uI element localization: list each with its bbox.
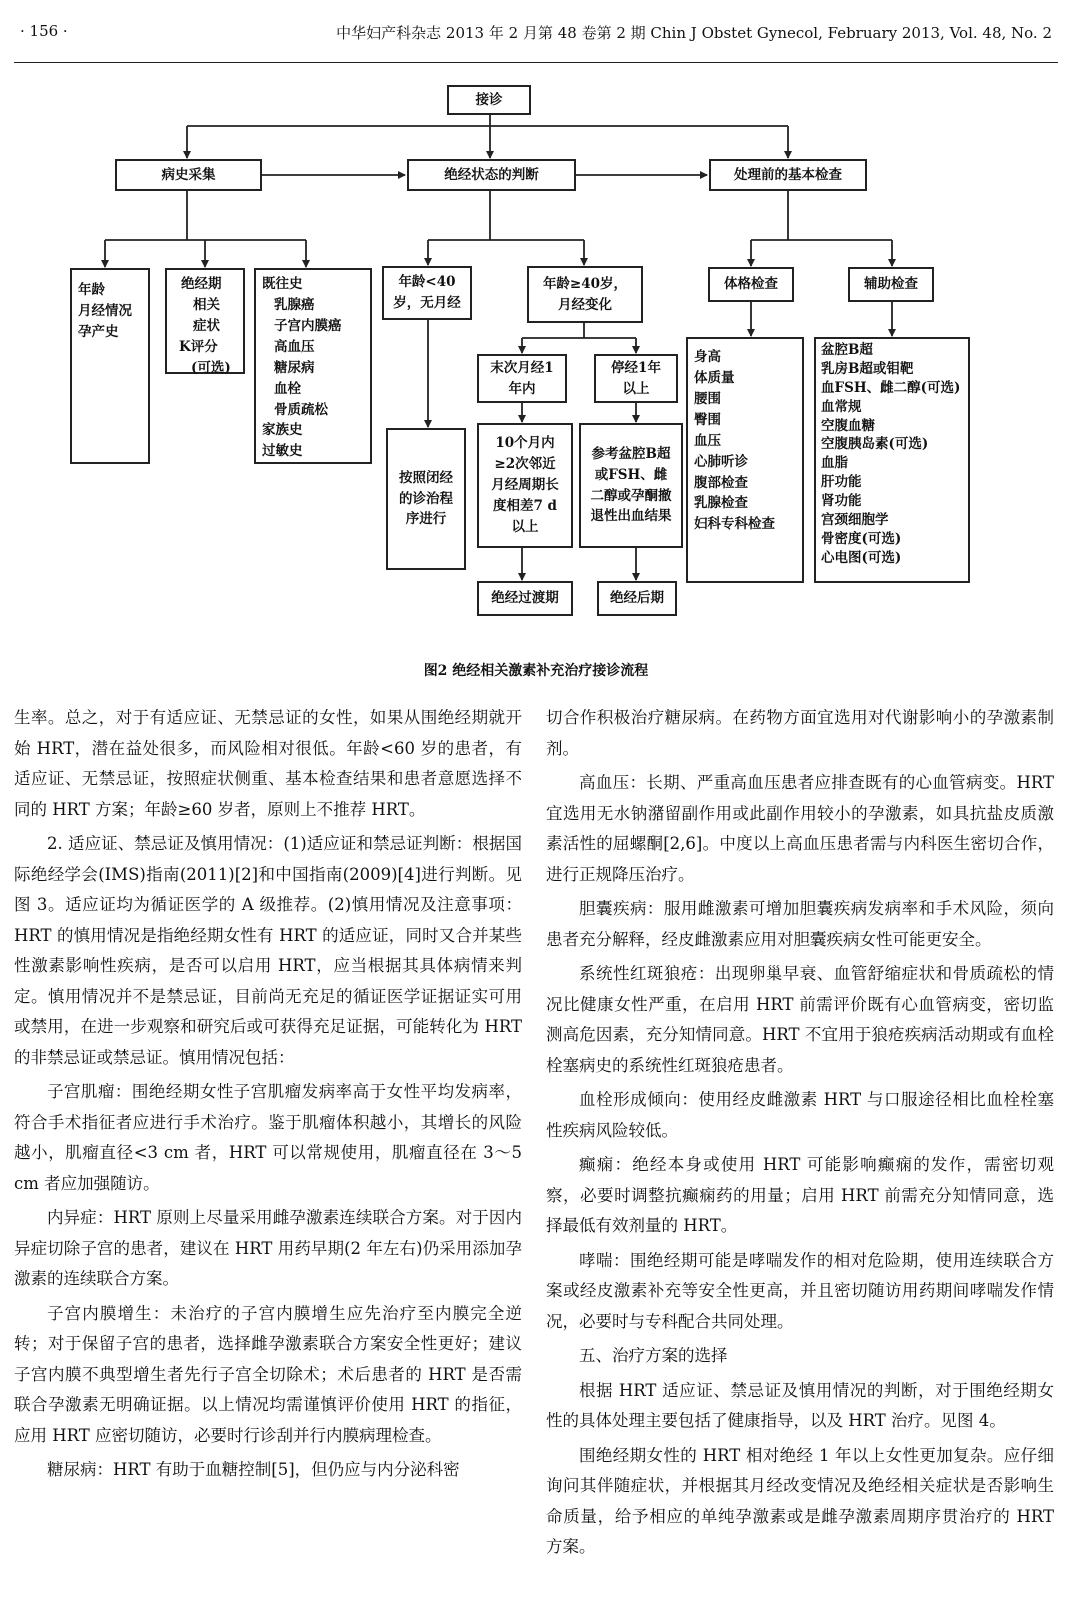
aux-exam-box (814, 337, 970, 583)
aux-exam-item: 血FSH、雌二醇(可选) (821, 379, 961, 396)
paragraph: 子宫肌瘤：围绝经期女性子宫肌瘤发病率高于女性平均发病率，符合手术指征者应进行手术治疗。鉴于肌瘤体积越小，其增长的风险越小，肌瘤直径<3 cm 者，HRT 可以常规使用，肌瘤直径在 3～5 cm 者应加强随访。 (14, 1082, 522, 1193)
last-period-label: 末次月经1年内 (490, 359, 554, 397)
page-number: · 156 · (20, 22, 68, 40)
section-heading: 五、治疗方案的选择 (579, 1346, 728, 1365)
physical-exam-item: 身高 (694, 349, 721, 365)
physical-exam-item: 体质量 (694, 369, 735, 386)
stopped-box (594, 354, 678, 403)
aux-exam-item: 血脂 (821, 455, 848, 472)
paragraph: 生率。总之，对于有适应证、无禁忌证的女性，如果从围绝经期就开始 HRT，潜在益处很多，而风险相对很低。年龄<60 岁的患者，有适应证、无禁忌证，按照症状侧重、基本检查结果和患者意愿选择不同的 HRT 方案；年龄≥60 岁者，原则上不推荐 HRT。 (14, 708, 522, 819)
stopped-reference-label: 参考盆腔B超或FSH、雌二醇或孕酮撤退性出血结果 (590, 445, 672, 525)
aux-exam-item: 宫颈细胞学 (821, 512, 889, 529)
aux-exam-item: 乳房B超或钼靶 (821, 360, 914, 377)
history-item: 症状 (193, 317, 220, 334)
left-column (14, 703, 522, 1490)
history-item: 过敏史 (262, 443, 303, 460)
stopped-reference-box (579, 423, 683, 548)
history-item: 绝经期 (181, 276, 222, 292)
history-item: 糖尿病 (274, 359, 315, 376)
paragraph: 系统性红斑狼疮：出现卵巢早衰、血管舒缩症状和骨质疏松的情况比健康女性严重，在启用 HRT 前需评价既有心血管病变，密切监测高危因素，充分知情同意。HRT 不宜用于狼疮疾病活动期或有血栓栓塞病史的系统性红斑狼疮患者。 (546, 964, 1054, 1075)
status-under40-box (382, 266, 472, 320)
history-item: 子宫内膜癌 (274, 317, 342, 334)
aux-exam-item: 盆腔B超 (821, 342, 873, 358)
history-item: 家族史 (262, 422, 303, 439)
history-item: 骨质疏松 (274, 401, 328, 418)
flow-exam-box (709, 159, 867, 191)
status-over40-label: 年龄≥40岁，月经变化 (542, 275, 628, 313)
physical-exam-item: 乳腺检查 (694, 495, 748, 512)
physical-exam-item: 腰围 (694, 390, 721, 407)
history-item: 相关 (193, 296, 220, 313)
paragraph: 内异症：HRT 原则上尽量采用雌孕激素连续联合方案。对于因内异症切除子宫的患者，建议在 HRT 用药早期(2 年左右)仍采用添加孕激素的连续联合方案。 (14, 1208, 522, 1288)
history-item: 孕产史 (78, 323, 119, 340)
transition-box (477, 581, 573, 616)
paragraph: 切合作积极治疗糖尿病。在药物方面宜选用对代谢影响小的孕激素制剂。 (546, 708, 1054, 758)
history-past-box (254, 268, 372, 464)
physical-exam-item: 臀围 (694, 411, 721, 428)
history-basic-box (70, 268, 150, 464)
history-item: 既往史 (262, 276, 303, 292)
aux-exam-title-box (848, 267, 934, 302)
stopped-label: 停经1年以上 (611, 359, 661, 397)
paragraph: 2. 适应证、禁忌证及慎用情况：(1)适应证和禁忌证判断：根据国际绝经学会(IMS)指南(2011)[2]和中国指南(2009)[4]进行判断。见图 3。适应证均为循证医学的 A 级推荐。(2)慎用情况及注意事项：HRT 的慎用情况是指绝经期女性有 HRT 的适应证，同时又合并某些性激素影响性疾病，是否可以启用 HRT，应当根据其具体病情来判定。慎用情况并不是禁忌证，目前尚无充足的循证医学证据证实可用或禁用，在进一步观察和研究后或可获得充足证据，可能转化为 HRT 的非禁忌证或禁忌证。慎用情况包括： (14, 834, 522, 1067)
flow-history-box (115, 159, 262, 191)
physical-exam-item: 妇科专科检查 (694, 516, 775, 533)
history-item: 年龄 (78, 282, 105, 298)
history-item: 高血压 (274, 338, 315, 355)
status-under40-label: 年龄<40岁，无月经 (393, 274, 461, 311)
status-under40-action-box (386, 428, 466, 570)
flow-root-box (447, 85, 531, 115)
aux-exam-item: 肝功能 (821, 474, 862, 491)
aux-exam-item: 心电图(可选) (821, 549, 902, 566)
aux-exam-title: 辅助检查 (864, 276, 918, 293)
paragraph: 癫痫：绝经本身或使用 HRT 可能影响癫痫的发作，需密切观察，必要时调整抗癫痫药的用量；启用 HRT 前需充分知情同意，选择最低有效剂量的 HRT。 (546, 1155, 1054, 1235)
aux-exam-item: 血常规 (821, 398, 862, 415)
paragraph: 哮喘：围绝经期可能是哮喘发作的相对危险期，使用连续联合方案或经皮激素补充等安全性更高，并且密切随访用药期间哮喘发作情况，必要时与专科配合共同处理。 (546, 1250, 1054, 1331)
paragraph: 胆囊疾病：服用雌激素可增加胆囊疾病发病率和手术风险，须向患者充分解释，经皮雌激素应用对胆囊疾病女性可能更安全。 (546, 899, 1054, 949)
history-item: 血栓 (274, 380, 301, 397)
flow-history-label: 病史采集 (161, 166, 216, 183)
aux-exam-item: 骨密度(可选) (821, 530, 902, 547)
history-item: 月经情况 (78, 302, 132, 319)
physical-exam-item: 血压 (694, 432, 721, 449)
right-column (546, 703, 1054, 1567)
postmenopause-box (597, 581, 677, 616)
cycle-change-label: 10个月内≥2次邻近月经周期长度相差7 d以上 (491, 435, 559, 535)
postmenopause-label: 绝经后期 (610, 590, 664, 607)
transition-label: 绝经过渡期 (491, 590, 559, 607)
figure-caption: 图2 绝经相关激素补充治疗接诊流程 (423, 663, 649, 679)
history-item: K评分 (179, 338, 218, 355)
paragraph: 高血压：长期、严重高血压患者应排查既有的心血管病变。HRT 宜选用无水钠潴留副作用或此副作用较小的孕激素，如具抗盐皮质激素活性的屈螺酮[2,6]。中度以上高血压患者需与内科医生密切合作，进行正规降压治疗。 (546, 773, 1054, 884)
status-under40-action-label: 按照闭经的诊治程序进行 (399, 469, 453, 528)
journal-citation: 中华妇产科杂志 2013 年 2 月第 48 卷第 2 期 Chin J Obstet Gynecol, February 2013, Vol. 48, No. 2 (336, 24, 1052, 42)
aux-exam-item: 空腹血糖 (821, 417, 875, 434)
physical-exam-title-box (708, 267, 794, 302)
physical-exam-item: 腹部检查 (694, 474, 748, 491)
history-item: (可选) (191, 359, 231, 376)
paragraph: 血栓形成倾向：使用经皮雌激素 HRT 与口服途径相比血栓栓塞性疾病风险较低。 (546, 1090, 1054, 1140)
paragraph: 子宫内膜增生：未治疗的子宫内膜增生应先治疗至内膜完全逆转；对于保留子宫的患者，选择雌孕激素联合方案安全性更好；建议子宫内膜不典型增生者先行子宫全切除术；术后患者的 HRT 是否需联合孕激素无明确证据。以上情况均需谨慎评价使用 HRT 的指征，应用 HRT 应密切随访，必要时行诊刮并行内膜病理检查。 (14, 1303, 522, 1445)
flow-exam-label: 处理前的基本检查 (734, 166, 842, 183)
paragraph: 根据 HRT 适应证、禁忌证及慎用情况的判断，对于围绝经期女性的具体处理主要包括了健康指导，以及 HRT 治疗。见图 4。 (546, 1380, 1054, 1430)
physical-exam-title: 体格检查 (724, 276, 778, 293)
aux-exam-item: 空腹胰岛素(可选) (821, 436, 929, 453)
paragraph: 糖尿病：HRT 有助于血糖控制[5]，但仍应与内分泌科密 (47, 1460, 460, 1479)
status-over40-box (527, 266, 643, 323)
paragraph: 围绝经期女性的 HRT 相对绝经 1 年以上女性更加复杂。应仔细询问其伴随症状，并根据其月经改变情况及绝经相关症状是否影响生命质量，给予相应的单纯孕激素或是雌孕激素周期序贯治疗的 HRT 方案。 (546, 1445, 1054, 1556)
flow-status-box (407, 159, 576, 191)
flow-status-label: 绝经状态的判断 (444, 166, 539, 183)
last-period-box (477, 354, 567, 403)
cycle-change-box (477, 423, 573, 548)
aux-exam-item: 肾功能 (821, 493, 862, 510)
history-symptom-box (165, 268, 245, 374)
history-item: 乳腺癌 (274, 296, 315, 313)
physical-exam-box (686, 337, 804, 583)
physical-exam-item: 心肺听诊 (694, 453, 748, 470)
flow-root-label: 接诊 (475, 91, 503, 108)
